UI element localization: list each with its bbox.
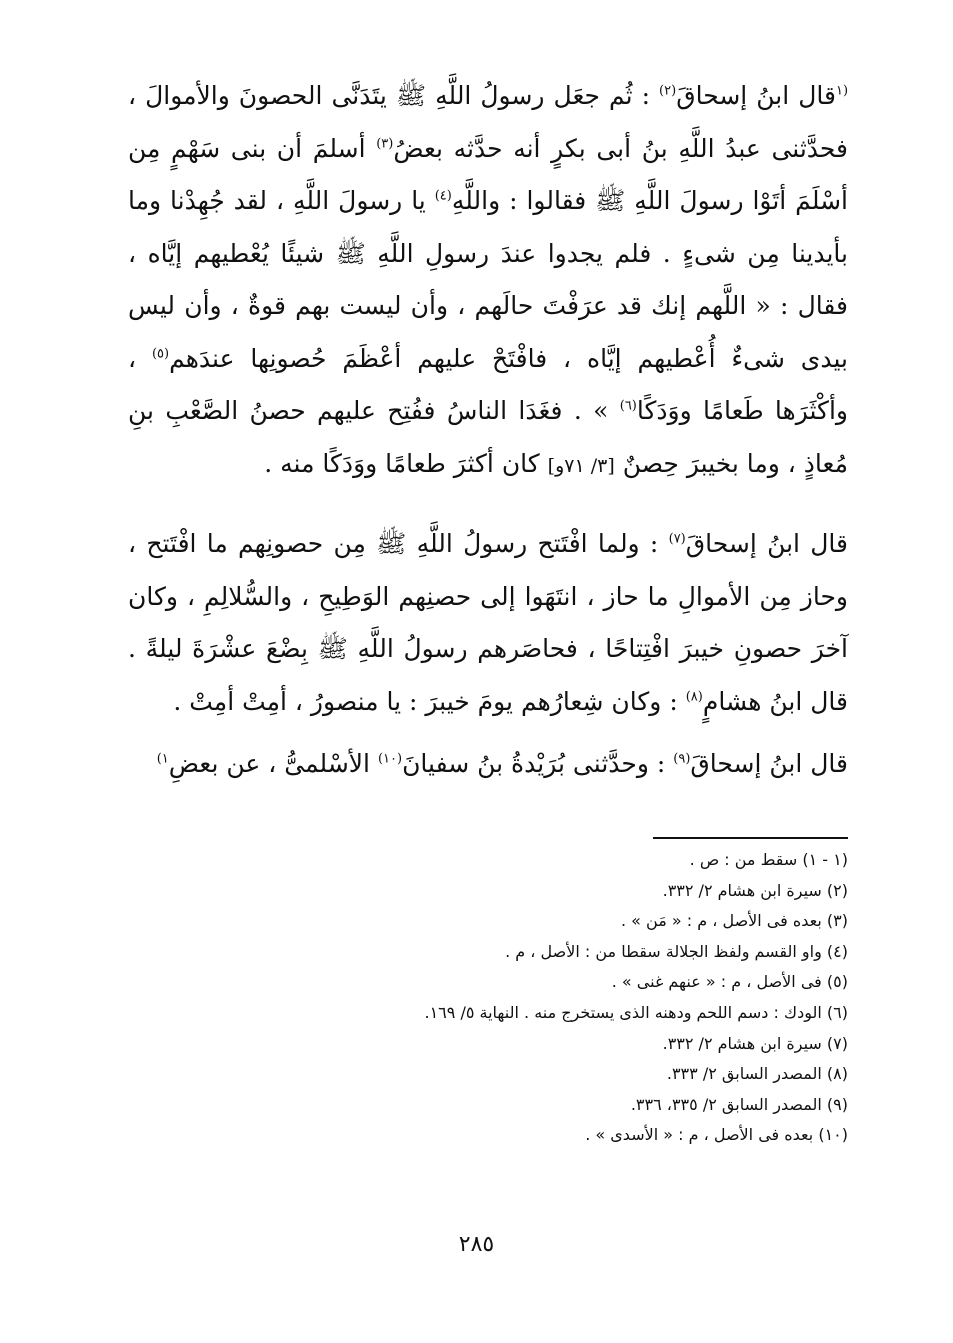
footnote-ref: (١٠) <box>377 751 403 767</box>
footnote-10: (١٠) بعده فى الأصل ، م : « الأسدى » . <box>585 1125 848 1145</box>
text-run: قال ابنُ إسحاقَ <box>690 749 848 778</box>
manuscript-folio-ref: [٣/ ٧١و] <box>547 454 615 477</box>
footnote-ref: (٦) <box>619 398 637 414</box>
footnote-ref: (٣) <box>376 136 394 152</box>
text-run: ، وأكْثَرَها طَعامًا ووَدَكًا <box>128 343 848 425</box>
footnote-ref: (٧) <box>668 531 686 547</box>
footnote-6: (٦) الودك : دسم اللحم ودهنه الذى يستخرج منه . النهاية ٥/ ١٦٩. <box>424 1002 848 1022</box>
footnote-1: (١ - ١) سقط من : ص . <box>689 850 848 869</box>
footnote-ref: (٢) <box>659 83 677 99</box>
footnote-ref: (٤) <box>434 188 452 204</box>
text-run: أسلمَ أن بنى سَهْمٍ مِن أسْلَمَ أتَوْا رسولَ اللَّهِ ﷺ فقالوا : واللَّهِ <box>128 133 848 215</box>
text-run: : وحدَّثنى بُرَيْدةُ بنُ سفيانَ <box>402 749 674 778</box>
text-run: قال ابنُ إسحاقَ <box>676 81 836 110</box>
footnote-7: (٧) سيرة ابن هشام ٢/ ٣٣٢. <box>662 1033 848 1053</box>
footnote-ref: (٨) <box>685 689 703 705</box>
footnote-ref: (٩) <box>673 751 691 767</box>
footnote-ref: (١ <box>835 83 849 99</box>
text-run: : وكان شِعارُهم يومَ خيبرَ : يا منصورُ ، أمِتْ أمِتْ . <box>173 686 686 716</box>
page-number: ٢٨٥ <box>458 1232 495 1257</box>
text-run: كان أكثرَ طعامًا ووَدَكًا منه . <box>264 448 548 478</box>
text-run: » . فغَدَا الناسُ ففُتِح عليهم حصنُ الصَّعْبِ بنِ مُعاذٍ ، وما بخيبرَ حِصنٌ <box>128 396 848 478</box>
text-run: يا رسولَ اللَّهِ ، لقد جُهِدْنا وما بأيدينا مِن شىءٍ . فلم يجدوا عندَ رسولِ اللَّهِ ﷺ شيئًا يُعْطيهم إيَّاه ، فقال : « اللَّهم إنك قد عرَفْتَ حالَهم ، وأن ليست بهم قوةٌ ، وأن ليس بيدى شىءٌ أُعْطيهم إيَّاه ، فافْتَحْ عليهم أعْظَمَ حُصونِها عندَهم <box>128 186 848 373</box>
footnote-9: (٩) المصدر السابق ٢/ ٣٣٥، ٣٣٦. <box>630 1094 848 1114</box>
footnotes-list <box>300 845 848 1151</box>
paragraph-1 <box>128 70 848 492</box>
footnote-4: (٤) واو القسم ولفظ الجلالة سقطا من : الأصل ، م . <box>505 941 848 961</box>
paragraph-text <box>128 518 848 728</box>
paragraph-2 <box>128 518 848 728</box>
footnote-ref: (٥) <box>151 346 170 362</box>
footnote-separator <box>653 837 848 839</box>
footnote-ref: ١) <box>156 751 169 767</box>
footnote-5: (٥) فى الأصل ، م : « عنهم غنى » . <box>611 972 848 992</box>
footnote-8: (٨) المصدر السابق ٢/ ٣٣٣. <box>666 1064 848 1084</box>
text-run: : ثُم جعَل رسولُ اللَّهِ ﷺ يتَدَنَّى الحصونَ والأموالَ ، فحدَّثنى عبدُ اللَّهِ بنُ أبى بكرٍ أنه حدَّثه بعضُ <box>128 81 848 163</box>
text-run: الأسْلمىُّ ، عن بعضِ <box>168 749 378 778</box>
footnote-3: (٣) بعده فى الأصل ، م : « مَن » . <box>620 911 848 931</box>
paragraph-text <box>128 738 848 791</box>
text-run: : ولما افْتَتح رسولُ اللَّهِ ﷺ مِن حصونِهم ما افْتَتح ، وحاز مِن الأموالِ ما حاز ، انتَهَوا إلى حصنِهم الوَطِيحِ ، والسُّلالِمِ ، وكان آخرَ حصونِ خيبرَ افْتِتاحًا ، فحاصَرهم رسولُ اللَّهِ ﷺ بِضْعَ عشْرَةَ ليلةً . قال ابنُ هشامٍ <box>128 529 848 716</box>
text-run: قال ابنُ إسحاقَ <box>685 529 848 558</box>
footnote-2: (٢) سيرة ابن هشام ٢/ ٣٣٢. <box>662 880 848 900</box>
paragraph-text <box>128 70 848 492</box>
paragraph-3 <box>128 738 848 791</box>
